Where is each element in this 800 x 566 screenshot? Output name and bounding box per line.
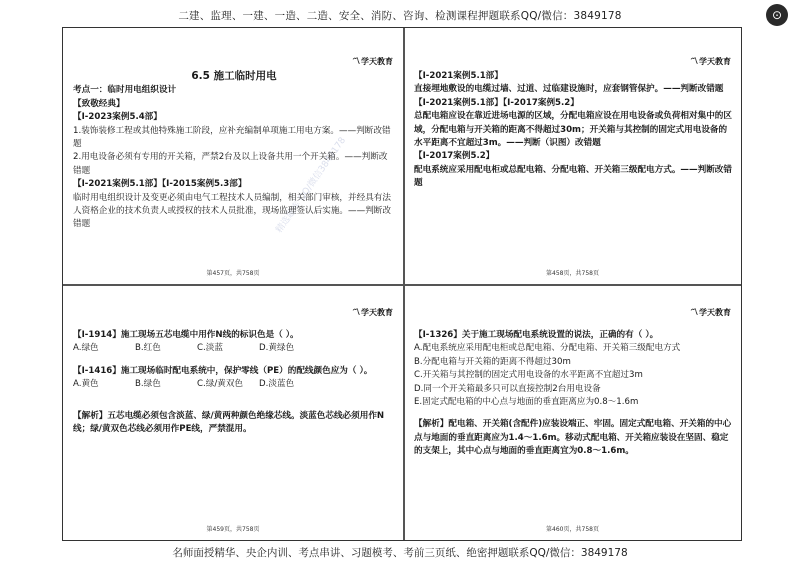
option-b: B.红色 xyxy=(135,343,161,354)
point-3: 配电系统应采用配电柜或总配电箱、分配电箱、开关箱三级配电方式。——判断改错题 xyxy=(414,164,732,189)
point-2: 2.用电设备必须有专用的开关箱，严禁2台及以上设备共用一个开关箱。——判断改错题 xyxy=(73,152,388,176)
panel-content xyxy=(414,329,733,459)
page-number: 第460页，共758页 xyxy=(546,526,599,533)
brand-mark-icon: 〽 xyxy=(350,57,360,67)
case-ref: 【Ⅰ-2017案例5.2】 xyxy=(414,151,495,162)
option-a: A.配电系统应采用配电柜或总配电箱、分配电箱、开关箱三级配电方式 xyxy=(414,343,681,354)
point-3: 临时用电组织设计及变更必须由电气工程技术人员编制，相关部门审核，并经具有法人资格企业的技术负责人或授权的技术人员批准，现场监理签认后实施。——判断改错题 xyxy=(73,192,391,230)
case-ref: 【Ⅰ-2021案例5.1部】【Ⅰ-2017案例5.2】 xyxy=(414,97,579,108)
page-panel-458 xyxy=(404,28,741,284)
brand-logo xyxy=(689,54,731,67)
point-1: 1.装饰装修工程或其他特殊施工阶段，应补充编制单项施工用电方案。——判断改错题 xyxy=(73,125,391,150)
question-2-options xyxy=(73,378,395,391)
option-d: D.淡蓝色 xyxy=(259,379,295,390)
panel-content xyxy=(73,70,395,232)
brand-name: 学天教育 xyxy=(699,57,731,66)
option-c: C.淡蓝 xyxy=(197,343,223,354)
analysis-text: 【解析】配电箱、开关箱(含配件)应装设端正、牢固。固定式配电箱、开关箱的中心点与地面的垂直距离应为1.4～1.6m。移动式配电箱、开关箱应装设在坚固、稳定的支架上，其中心点与地面的垂直距离宜为0.8～1.6m。 xyxy=(414,419,732,457)
option-c: C.开关箱与其控制的固定式用电设备的水平距离不宜超过3m xyxy=(414,370,643,381)
question-2: 【Ⅰ-1416】施工现场临时配电系统中，保护零线（PE）的配线颜色应为（ ）。 xyxy=(73,365,373,376)
question: 【Ⅰ-1326】关于施工现场配电系统设置的说法，正确的有（ ）。 xyxy=(414,330,659,340)
printed-sheet xyxy=(62,27,742,541)
case-ref: 【Ⅰ-2021案例5.1部】【Ⅰ-2015案例5.3部】 xyxy=(73,179,247,190)
brand-name: 学天教育 xyxy=(699,308,731,317)
option-d: D.黄绿色 xyxy=(259,343,295,354)
question-1: 【Ⅰ-1914】施工现场五芯电缆中用作N线的标识色是（ ）。 xyxy=(73,330,299,340)
option-a: A.黄色 xyxy=(73,379,99,390)
brand-logo xyxy=(351,305,393,318)
page-panel-457 xyxy=(63,28,403,284)
brand-mark-icon: 〽 xyxy=(688,57,698,67)
brand-logo xyxy=(689,305,731,318)
topic-heading: 考点一：临时用电组织设计 xyxy=(73,85,177,96)
question-1-options xyxy=(73,342,395,355)
option-b: B.绿色 xyxy=(135,379,161,390)
page-number: 第458页，共758页 xyxy=(546,270,599,277)
panel-content xyxy=(414,70,733,191)
brand-logo xyxy=(351,54,393,67)
bottom-contact-banner: 名师面授精华、央企内训、考点串讲、习题模考、考前三页纸、绝密押题联系QQ/微信：3849178 xyxy=(172,547,628,559)
page-number: 第457页，共758页 xyxy=(206,270,260,277)
option-b: B.分配电箱与开关箱的距离不得超过30m xyxy=(414,356,571,367)
case-ref: 【Ⅰ-2021案例5.1部】 xyxy=(414,71,503,81)
panel-content xyxy=(73,329,395,436)
top-contact-banner: 二建、监理、一建、一造、二造、安全、消防、咨询、检测课程押题联系QQ/微信：3849178 xyxy=(178,10,622,22)
point-1: 直接埋地敷设的电缆过墙、过道、过临建设施时，应套钢管保护。——判断改错题 xyxy=(414,84,724,95)
brand-name: 学天教育 xyxy=(361,57,393,66)
option-c: C.绿/黄双色 xyxy=(197,379,244,390)
section-title: 6.5 施工临时用电 xyxy=(191,70,277,82)
classic-heading: 【致敬经典】 xyxy=(73,98,125,109)
option-a: A.绿色 xyxy=(73,343,99,354)
app-badge-icon[interactable]: ⊙ xyxy=(766,4,788,26)
case-ref: 【Ⅰ-2023案例5.4部】 xyxy=(73,112,162,123)
option-d: D.同一个开关箱最多只可以直接控制2台用电设备 xyxy=(414,383,601,394)
watermark-text: 精选题库 QQ/微信3849178 xyxy=(274,135,349,235)
brand-mark-icon: 〽 xyxy=(688,308,698,318)
analysis-text: 【解析】五芯电缆必须包含淡蓝、绿/黄两种颜色绝缘芯线。淡蓝色芯线必须用作N线；绿/黄双色芯线必须用作PE线，严禁混用。 xyxy=(73,410,385,435)
page-panel-459 xyxy=(63,285,403,540)
brand-name: 学天教育 xyxy=(361,308,393,317)
brand-mark-icon: 〽 xyxy=(350,308,360,318)
page-number: 第459页，共758页 xyxy=(206,526,260,533)
page-panel-460 xyxy=(404,285,741,540)
option-e: E.固定式配电箱的中心点与地面的垂直距离应为0.8～1.6m xyxy=(414,397,639,408)
point-2: 总配电箱应设在靠近进场电源的区域，分配电箱应设在用电设备或负荷相对集中的区域，分配电箱与开关箱的距离不得超过30m；开关箱与其控制的固定式用电设备的水平距离不宜超过3m。——判断（识图）改错题 xyxy=(414,111,732,149)
